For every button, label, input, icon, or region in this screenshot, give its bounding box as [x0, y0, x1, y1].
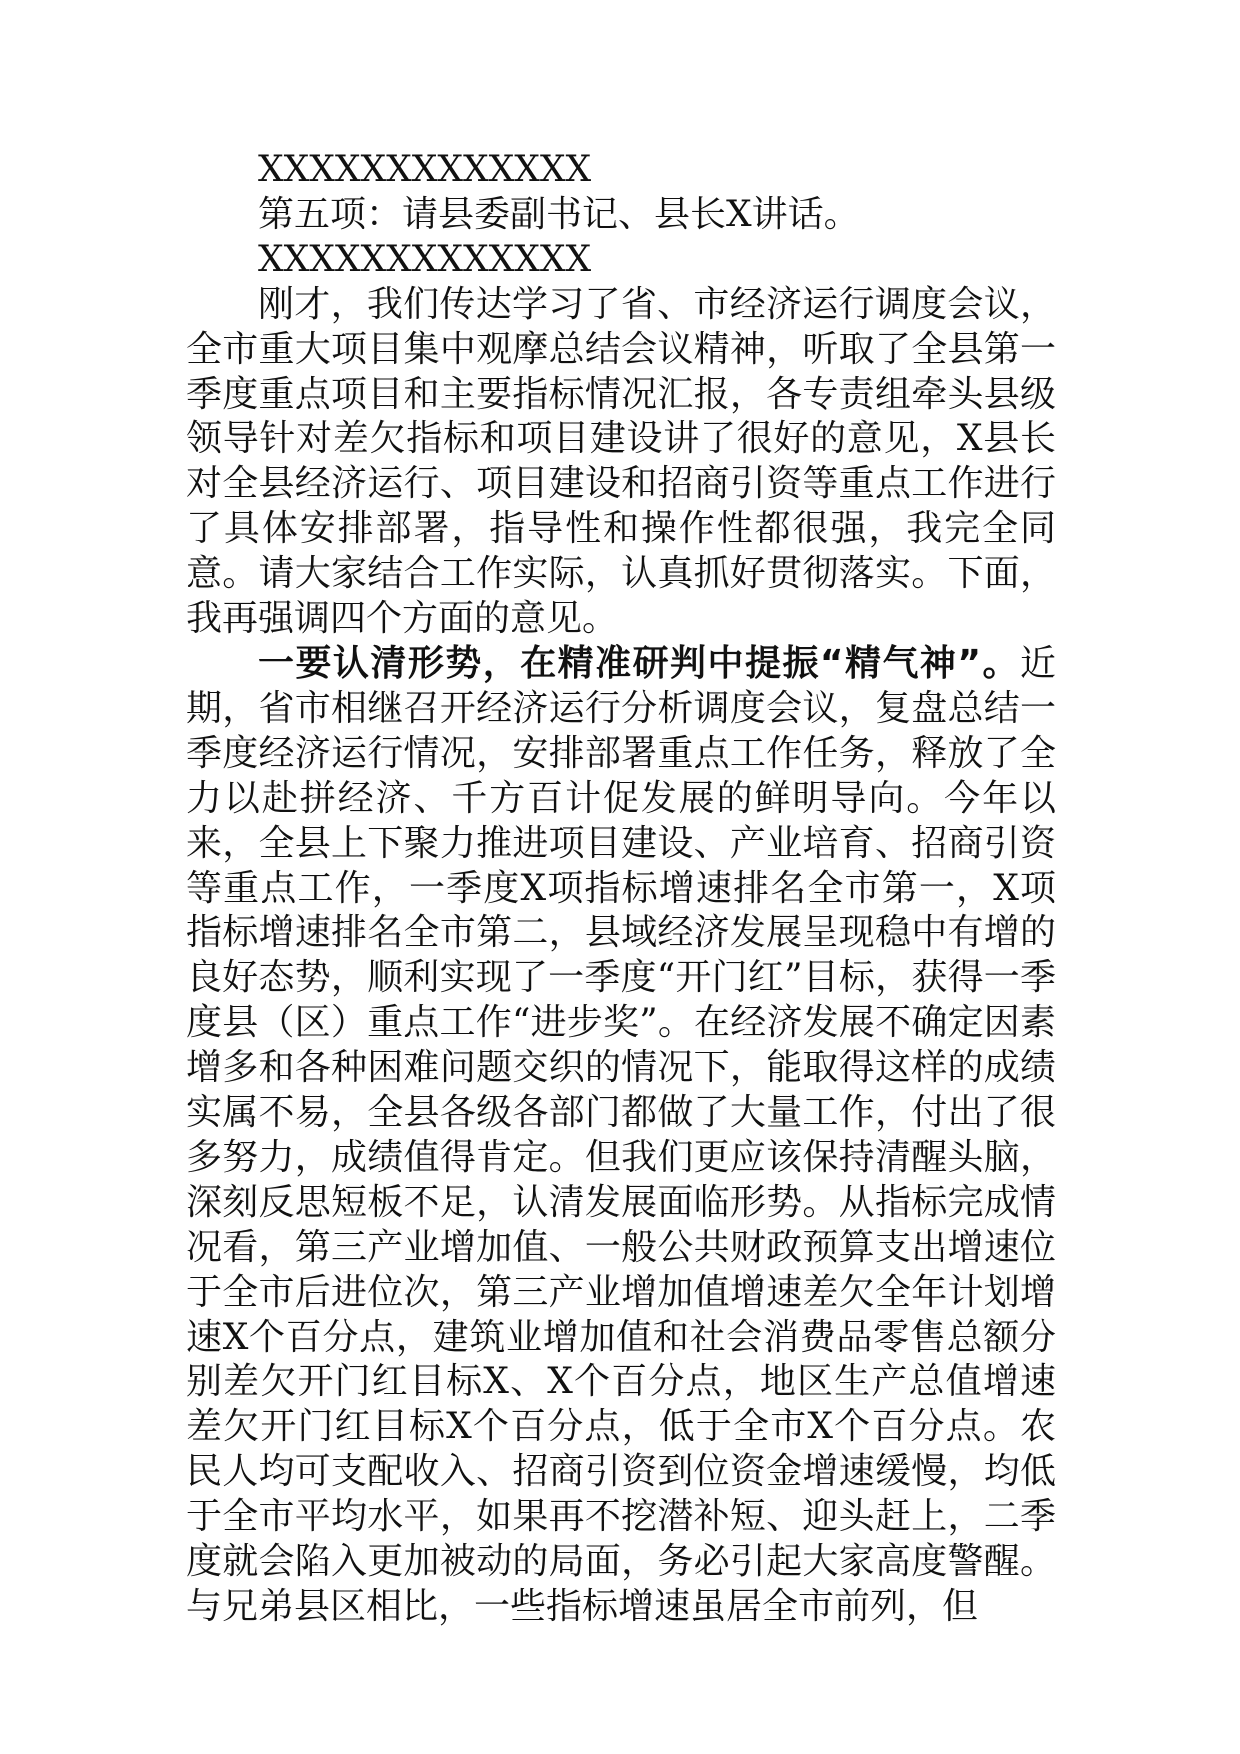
placeholder-line-1: XXXXXXXXXXXXX [258, 149, 592, 190]
section-one-body: 近期，省市相继召开经济运行分析调度会议，复盘总结一季度经济运行情况，安排部署重点工作任务，释放了全力以赴拼经济、千方百计促发展的鲜明导向。今年以来，全县上下聚力推进项目建设、产业培育、招商引资等重点工作，一季度X项指标增速排名全市第一，X项指标增速排名全市第二，县域经济发展呈现稳中有增的良好态势，顺利实现了一季度“开门红”目标，获得一季度县（区）重点工作“进步奖”。在经济发展不确定因素增多和各种困难问题交织的情况下，能取得这样的成绩实属不易，全县各级各部门都做了大量工作，付出了很多努力，成绩值得肯定。但我们更应该保持清醒头脑，深刻反思短板不足，认清发展面临形势。从指标完成情况看，第三产业增加值、一般公共财政预算支出增速位于全市后进位次，第三产业增加值增速差欠全年计划增速X个百分点，建筑业增加值和社会消费品零售总额分别差欠开门红目标X、X个百分点，地区生产总值增速差欠开门红目标X个百分点，低于全市X个百分点。农民人均可支配收入、招商引资到位资金增速缓慢，均低于全市平均水平，如果再不挖潜补短、迎头赶上，二季度就会陷入更加被动的局面，务必引起大家高度警醒。与兄弟县区相比，一些指标增速虽居全市前列，但 [186, 642, 1056, 1627]
agenda-item-five: 第五项：请县委副书记、县长X讲话。 [258, 193, 860, 235]
document-page [186, 148, 1056, 1630]
opening-paragraph: 刚才，我们传达学习了省、市经济运行调度会议，全市重大项目集中观摩总结会议精神，听取了全县第一季度重点项目和主要指标情况汇报，各专责组牵头县级领导针对差欠指标和项目建设讲了很好的意见，X县长对全县经济运行、项目建设和招商引资等重点工作进行了具体安排部署，指导性和操作性都很强，我完全同意。请大家结合工作实际，认真抓好贯彻落实。下面，我再强调四个方面的意见。 [186, 283, 1056, 640]
section-one-heading: 一要认清形势，在精准研判中提振“精气神”。 [258, 642, 1020, 684]
section-one-paragraph [186, 642, 1056, 1630]
placeholder-line-2: XXXXXXXXXXXXX [258, 238, 592, 280]
